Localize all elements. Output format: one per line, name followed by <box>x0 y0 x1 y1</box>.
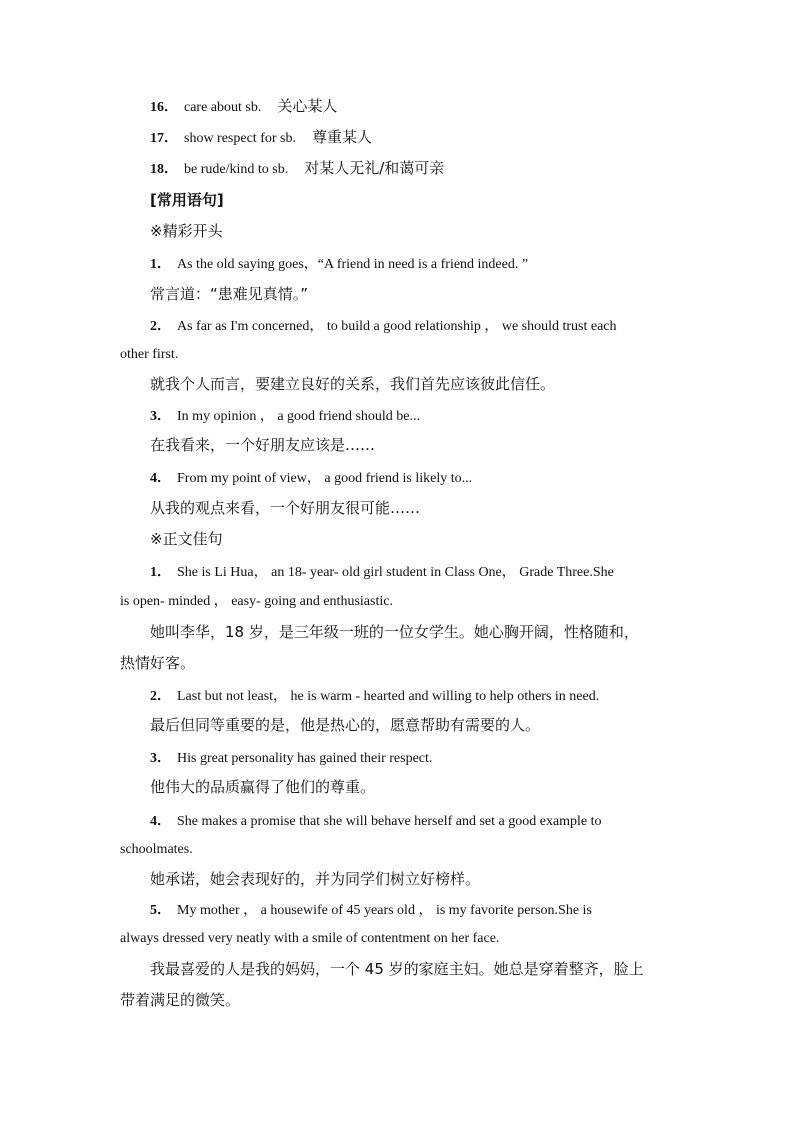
vocab-english: be rude/kind to sb. <box>184 162 289 177</box>
vocab-item-16 <box>150 96 337 118</box>
english-text: In my opinion ， a good friend should be... <box>177 409 421 424</box>
body-1-chinese: 她叫李华，18 岁，是三年级一班的一位女学生。她心胸开阔，性格随和， <box>150 623 639 641</box>
item-number: 18． <box>150 162 178 177</box>
item-number: 3． <box>150 409 171 424</box>
opening-4-english <box>150 467 472 489</box>
vocab-chinese: 对某人无礼/和蔼可亲 <box>304 159 445 177</box>
body-3-chinese: 他伟大的品质赢得了他们的尊重。 <box>150 778 376 796</box>
vocab-item-17 <box>150 127 372 149</box>
sub-heading-openings: ※精彩开头 <box>150 222 223 240</box>
opening-2-english <box>150 315 617 337</box>
vocab-english: show respect for sb. <box>184 131 296 146</box>
section-heading: [常用语句] <box>150 191 224 209</box>
english-text: She is Li Hua， an 18- year- old girl student in Class One， Grade Three.She <box>177 565 614 580</box>
item-number: 4． <box>150 471 171 486</box>
body-1-english-cont: is open- minded ， easy- going and enthusiastic. <box>120 594 393 609</box>
item-number: 1． <box>150 257 171 272</box>
item-number: 2． <box>150 319 171 334</box>
body-1-chinese-cont: 热情好客。 <box>120 654 196 672</box>
body-5-english-cont: always dressed very neatly with a smile of contentment on her face. <box>120 931 500 946</box>
item-number: 17． <box>150 131 178 146</box>
item-number: 5． <box>150 903 171 918</box>
opening-3-english <box>150 405 420 427</box>
item-number: 16． <box>150 100 178 115</box>
body-5-english <box>150 899 592 921</box>
vocab-chinese: 尊重某人 <box>311 128 372 146</box>
body-4-chinese: 她承诺，她会表现好的，并为同学们树立好榜样。 <box>150 870 481 888</box>
body-5-chinese: 我最喜爱的人是我的妈妈，一个 45 岁的家庭主妇。她总是穿着整齐，脸上 <box>150 960 644 978</box>
body-3-english <box>150 747 432 769</box>
body-1-english <box>150 561 614 583</box>
english-text: As the old saying goes，“A friend in need is a friend indeed. ” <box>177 257 529 272</box>
opening-3-chinese: 在我看来，一个好朋友应该是…… <box>150 436 376 454</box>
body-2-chinese: 最后但同等重要的是，他是热心的，愿意帮助有需要的人。 <box>150 716 541 734</box>
body-4-english <box>150 810 602 832</box>
vocab-chinese: 关心某人 <box>277 97 338 115</box>
opening-4-chinese: 从我的观点来看，一个好朋友很可能…… <box>150 499 421 517</box>
english-text: Last but not least， he is warm - hearted and willing to help others in need. <box>177 689 600 704</box>
english-text: My mother ， a housewife of 45 years old ， is my favorite person.She is <box>177 903 592 918</box>
vocab-item-18 <box>150 158 444 180</box>
body-5-chinese-cont: 带着满足的微笑。 <box>120 991 241 1009</box>
vocab-english: care about sb. <box>184 100 262 115</box>
opening-2-chinese: 就我个人而言，要建立良好的关系，我们首先应该彼此信任。 <box>150 375 556 393</box>
opening-2-english-cont: other first. <box>120 347 179 362</box>
english-text: His great personality has gained their respect. <box>177 751 433 766</box>
item-number: 2． <box>150 689 171 704</box>
item-number: 1． <box>150 565 171 580</box>
sub-heading-body: ※正文佳句 <box>150 530 223 548</box>
english-text: From my point of view， a good friend is likely to... <box>177 471 473 486</box>
body-2-english <box>150 685 599 707</box>
item-number: 4． <box>150 814 171 829</box>
english-text: She makes a promise that she will behave herself and set a good example to <box>177 814 602 829</box>
opening-1-english <box>150 253 528 275</box>
item-number: 3． <box>150 751 171 766</box>
opening-1-chinese: 常言道：“患难见真情。” <box>150 285 309 303</box>
english-text: As far as I'm concerned， to build a good relationship ， we should trust each <box>177 319 617 334</box>
body-4-english-cont: schoolmates. <box>120 842 193 857</box>
